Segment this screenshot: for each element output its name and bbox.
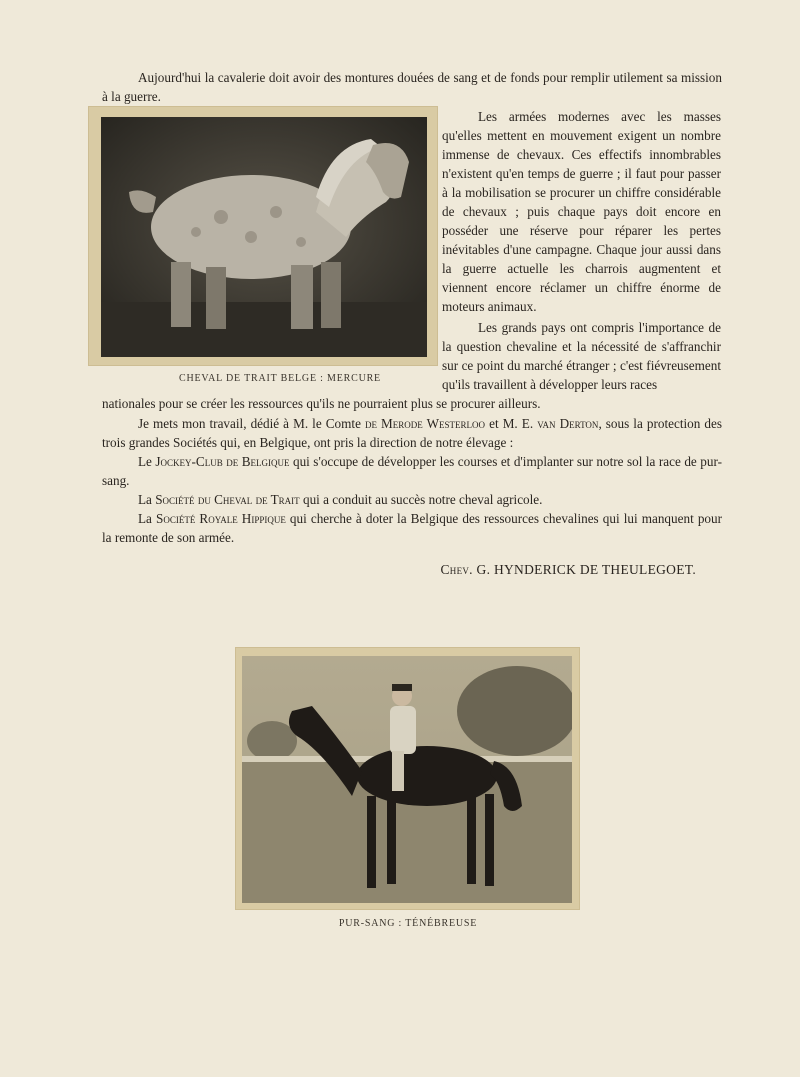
plate-draft-horse <box>89 107 437 365</box>
thoroughbred-photo <box>242 656 572 903</box>
caption-thoroughbred: PUR-SANG : TÉNÉBREUSE <box>338 918 478 929</box>
plate-thoroughbred <box>236 648 579 909</box>
dedication-name-derton: Derton <box>555 416 599 431</box>
draft-text-b: qui a conduit au succès notre cheval agricole. <box>299 492 543 507</box>
jockey-club-name: Jockey-Club de Belgique <box>155 454 290 469</box>
draft-text-a: La <box>138 492 156 507</box>
paragraph-great-countries: Les grands pays ont compris l'importance de la question chevaline et la nécessité de s'affranchir sur ce point du marché étranger ; c'est fiévreusement qu'ils travaillent à développer leurs races <box>442 320 721 392</box>
royal-text-b: qui cherche à doter la Belgique des ressources chevalines qui lui manquent pour la remonte de son armée. <box>102 511 722 545</box>
dedication-particle-de: de <box>365 416 377 431</box>
dedication-text-a: Je mets mon travail, dédié à M. le Comte <box>138 416 365 431</box>
author-signature <box>350 562 696 578</box>
dedication-particle-van: van <box>537 416 556 431</box>
royal-society-name: Société Royale Hippique <box>156 511 286 526</box>
dedication-text-c: et M. E. <box>485 416 538 431</box>
paragraph-dedication <box>102 414 722 452</box>
paragraph-draft-society <box>102 490 722 509</box>
royal-text-a: La <box>138 511 156 526</box>
draft-society-name: Société du Cheval de Trait <box>155 492 300 507</box>
signature-name: G. HYNDERICK DE THEULEGOET. <box>472 562 696 577</box>
draft-horse-photo <box>101 117 427 357</box>
dedication-name-merode: Merode Westerloo <box>377 416 486 431</box>
paragraph-cavalry: Aujourd'hui la cavalerie doit avoir des montures douées de sang et de fonds pour remplir utilement sa mission à la guerre. <box>102 70 722 104</box>
signature-prefix: Chev. <box>440 562 473 577</box>
paragraph-modern-armies: Les armées modernes avec les masses qu'elles mettent en mouvement exigent un nombre immense de chevaux. Ces effectifs innombrables n'existent qu'en temps de guerre ; il faut pour passer à la mobilisation se procurer un chiffre considérable de chevaux ; puis chaque pays doit encore en posséder une réserve pour réparer les pertes inévitables d'une campagne. Chaque jour aussi dans la guerre actuelle les charrois augmentent et viennent encore réclamer un chiffre énorme de moteurs animaux. <box>442 109 721 314</box>
paragraph-great-countries-continued: nationales pour se créer les ressources qu'ils ne pourraient plus se procurer ailleurs. <box>102 396 541 411</box>
caption-draft-horse: CHEVAL DE TRAIT BELGE : MERCURE <box>179 373 381 384</box>
paragraph-royal-society <box>102 509 722 547</box>
dedication-text-e: , sous la protection des trois grandes Sociétés qui, en Belgique, ont pris la direction de notre élevage : <box>102 416 722 450</box>
jockey-text-a: Le <box>138 454 156 469</box>
jockey-text-b: qui s'occupe de développer les courses et d'implanter sur notre sol la race de pur-sang. <box>102 454 722 488</box>
paragraph-jockey-club <box>102 452 722 490</box>
